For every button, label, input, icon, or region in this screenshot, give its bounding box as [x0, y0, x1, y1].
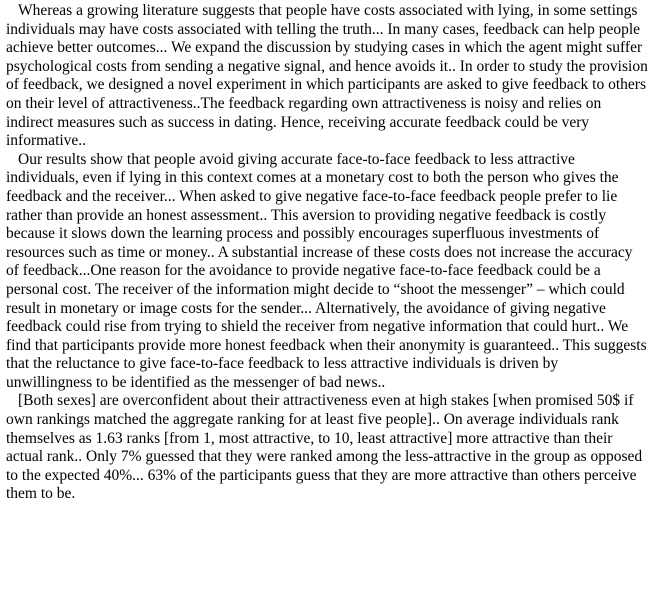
paragraph-2: Our results show that people avoid giving accurate face-to-face feedback to less attractive individuals, even if lying in this context comes at a monetary cost to both the person who gives the feedback and the receiver... When asked to give negative face-to-face feedback people prefer to lie rather than provide an honest assessment.. This aversion to providing negative feedback is costly because it slows down the learning process and possibly encourages superfluous investments of resources such as time or money.. A substantial increase of these costs does not increase the accuracy of feedback...One reason for the avoidance to provide negative face-to-face feedback could be a personal cost. The receiver of the information might decide to “shoot the messenger” – which could result in monetary or image costs for the sender... Alternatively, the avoidance of giving negative feedback could rise from trying to shield the receiver from negative information that could hurt.. We find that participants provide more honest feedback when their anonymity is guaranteed.. This suggests that the reluctance to give face-to-face feedback to less attractive individuals is driven by unwillingness to be identified as the messenger of bad news.. [6, 150, 647, 391]
paragraph-1: Whereas a growing literature suggests that people have costs associated with lying, in some settings individuals may have costs associated with telling the truth... In many cases, feedback can help people achieve better outcomes... We expand the discussion by studying cases in which the agent might suffer psychological costs from sending a negative signal, and hence avoids it.. In order to study the provision of feedback, we designed a novel experiment in which participants are asked to give feedback to others on their level of attractiveness..The feedback regarding own attractiveness is noisy and relies on indirect measures such as success in dating. Hence, receiving accurate feedback could be very informative.. [6, 2, 648, 150]
paragraph-3: [Both sexes] are overconfident about their attractiveness even at high stakes [when promised 50$ if own rankings matched the aggregate ranking for at least five people].. On average individuals rank themselves as 1.63 ranks [from 1, most attractive, to 10, least attractive] more attractive than their actual rank.. Only 7% guessed that they were ranked among the less-attractive in the group as opposed to the expected 40%... 63% of the participants guess that they are more attractive than others perceive them to be. [6, 392, 643, 503]
